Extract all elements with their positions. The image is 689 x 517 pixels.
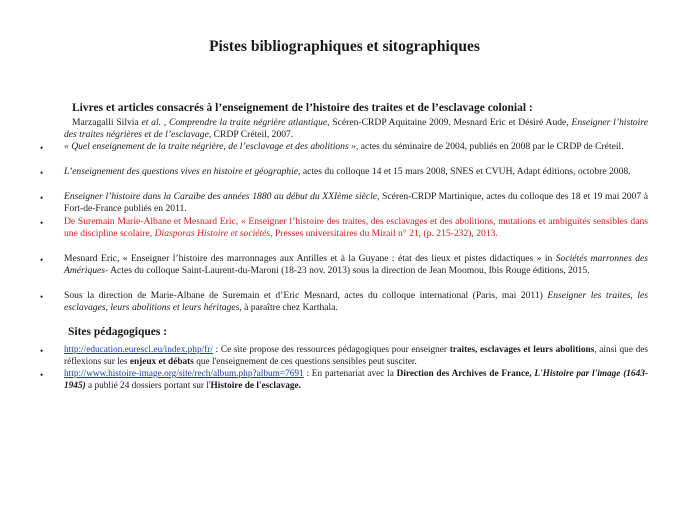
bullet-icon: • — [40, 292, 44, 302]
reference-item — [64, 191, 648, 216]
ref-title: L’enseignement des questions vives en histoire et géographie — [64, 166, 299, 177]
bullet-icon: • — [40, 370, 44, 380]
ref-text: , Scéren-CRDP Aquitaine 2009. Mesnard Eric et Désiré Aude, — [327, 117, 572, 128]
ref-title: Enseigner l’histoire des traites négrières et de l’esclavage — [64, 117, 648, 141]
site-text-bold: traites, esclavages et leurs abolitions — [449, 345, 595, 355]
site-item — [64, 368, 648, 393]
site-link[interactable]: http://www.histoire-image.org/site/rech/album.php?album=7691 — [64, 369, 304, 379]
ref-title: Enseigner l’histoire dans la Caraïbe des années 1880 au début du XXIème siècle — [64, 191, 378, 202]
bullet-icon: • — [40, 143, 44, 153]
site-text: que l'enseignement de ces questions sensibles peut susciter. — [193, 357, 417, 368]
ref-text: Mesnard Eric, « Enseigner l’histoire des marronnages aux Antilles et à la Guyane : état des lieux et pistes didactiques » in — [64, 253, 556, 264]
ref-text: Sous la direction de Marie-Albane de Suremain et d’Eric Mesnard, actes du colloque international (Paris, mai 2011) — [64, 290, 548, 301]
site-text-bold: Histoire de l'esclavage. — [210, 381, 302, 392]
page-title: Pistes bibliographiques et sitographiques — [209, 38, 480, 55]
site-text-bold: enjeux et débats — [129, 357, 194, 368]
reference-item — [64, 117, 648, 142]
ref-text: , CRDP Créteil, 2007. — [208, 129, 294, 141]
ref-title: Sociétés marronnes des Amériques- — [64, 253, 648, 277]
section-heading-books: Livres et articles consacrés à l’enseignement de l’histoire des traites et de l’esclavage colonial : — [72, 102, 533, 114]
ref-title: Diasporas Histoire et sociétés — [154, 228, 271, 240]
site-text-bold: Direction des Archives de France, — [396, 369, 535, 379]
site-text: , ainsi que des réflexions sur les — [64, 345, 648, 368]
ref-text: De Suremain Marie-Albane et Mesnard Eric, « Enseigner l’histoire des traites, des esclavages et des abolitions, mutations et ambiguïtés sensibles dans une discipline scolaire, — [64, 216, 648, 240]
site-text: : Ce site propose des ressources pédagogiques pour enseigner — [212, 345, 450, 355]
ref-text: , actes du séminaire de 2004, publiés en 2008 par le CRDP de Créteil. — [355, 141, 624, 152]
ref-title: Enseigner les traites, les esclavages, leurs abolitions et leurs héritages — [64, 290, 648, 314]
ref-text: Marzagalli Silvia — [72, 117, 142, 128]
reference-item — [64, 253, 648, 278]
ref-text: , Scéren-CRDP Martinique, actes du colloque des 18 et 19 mai 2007 à Fort-de-France publiés en 2011. — [64, 191, 648, 215]
ref-text: Actes du colloque Saint-Laurent-du-Maroni (18-23 nov. 2013) sous la direction de Jean Moomou, Ibis Rouge éditions, 2015. — [108, 265, 590, 277]
bullet-icon: • — [40, 346, 44, 356]
site-text-bold-italic: L'Histoire par l'image (1643-1945) — [64, 369, 648, 392]
site-item — [64, 344, 648, 369]
ref-text: , Presses universitaires du Mirail n° 21, (p. 215-232), 2013. — [270, 228, 498, 240]
ref-title: et al. , Comprendre la traite négrière atlantique — [141, 117, 328, 128]
section-heading-sites: Sites pédagogiques : — [68, 326, 168, 338]
site-text: a publié 24 dossiers portant sur l' — [85, 381, 211, 392]
site-text: : En partenariat avec la — [303, 369, 397, 379]
reference-item — [64, 141, 648, 153]
reference-item — [64, 290, 648, 315]
site-link[interactable]: http://education.eurescl.eu/index.php/fr/ — [64, 345, 213, 355]
reference-item-highlighted — [64, 216, 648, 241]
bullet-icon: • — [40, 255, 44, 265]
reference-item — [64, 166, 648, 178]
ref-title: « Quel enseignement de la traite négrière, de l’esclavage et des abolitions » — [64, 141, 356, 152]
bullet-icon: • — [40, 218, 44, 228]
ref-text: , à paraître chez Karthala. — [239, 302, 338, 314]
ref-text: , actes du colloque 14 et 15 mars 2008, SNES et CVUH, Adapt éditions, octobre 2008. — [298, 166, 631, 177]
bullet-icon: • — [40, 168, 44, 178]
bullet-icon: • — [40, 193, 44, 203]
